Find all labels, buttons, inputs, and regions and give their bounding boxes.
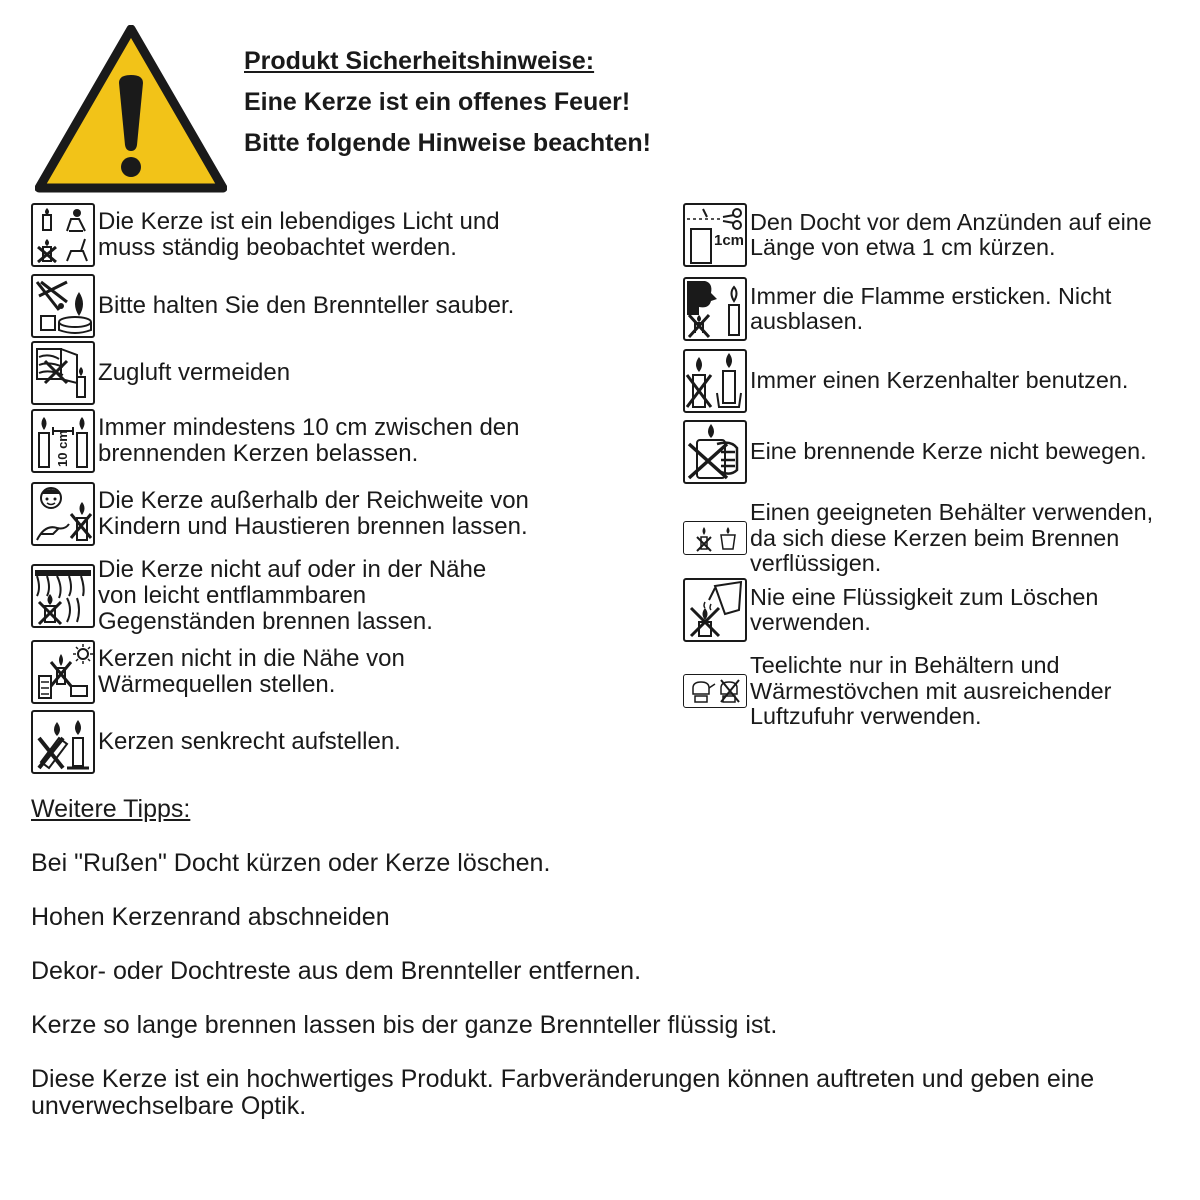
hint-holder [683,349,1128,413]
tealight-warmer-icon [683,674,747,708]
safety-title: Produkt Sicherheitshinweise: [244,47,595,75]
flammable-objects-icon [31,564,95,628]
hint-distance [31,409,520,473]
hint-smother [683,277,1111,341]
hint-text: Kerzen senkrecht aufstellen. [98,728,401,755]
hint-text: Die Kerze außerhalb der Reichweite von Kindern und Haustieren brennen lassen. [98,487,529,540]
clean-plate-icon [31,274,95,338]
upright-candle-icon [31,710,95,774]
hint-text: Immer einen Kerzenhalter benutzen. [750,367,1129,394]
hint-text: Die Kerze nicht auf oder in der Nähe von leicht entflammbaren Gegenständen brennen lassen. [98,556,487,635]
hint-text: Zugluft vermeiden [98,359,291,386]
heat-sources-icon [31,640,95,704]
hint-text: Eine brennende Kerze nicht bewegen. [750,438,1147,465]
tip-item: Diese Kerze ist ein hochwertiges Produkt. Farbveränderungen können auftreten und geben eine unverwechselbare Optik. [31,1065,1095,1120]
hint-text: Die Kerze ist ein lebendiges Licht und muss ständig beobachtet werden. [98,208,500,261]
hint-text: Einen geeigneten Behälter verwenden, da sich diese Kerzen beim Brennen verflüssigen. [750,499,1154,576]
trim-wick-label: 1cm [714,232,745,249]
svg-text:10 cm: 10 cm [55,430,70,467]
candle-supervision-icon [31,203,95,267]
hint-text: Nie eine Flüssigkeit zum Löschen verwenden. [750,583,1099,635]
candle-holder-icon [683,349,747,413]
hint-upright [31,710,401,774]
warning-sign-icon [35,25,227,193]
hint-text: Den Docht vor dem Anzünden auf eine Länge von etwa 1 cm kürzen. [750,208,1152,260]
safety-header [244,44,651,167]
suitable-container-icon [683,521,747,555]
smother-flame-icon [683,277,747,341]
no-liquid-icon [683,578,747,642]
tip-item: Bei "Rußen" Docht kürzen oder Kerze löschen. [31,849,551,877]
hint-text: Teelichte nur in Behältern und Wärmestövchen mit ausreichender Luftzufuhr verwenden. [750,652,1112,729]
hint-text: Bitte halten Sie den Brennteller sauber. [98,292,515,319]
trim-wick-icon [683,203,747,267]
hint-clean-plate [31,274,514,338]
hint-text: Immer die Flamme ersticken. Nicht ausblasen. [750,282,1112,334]
do-not-move-icon [683,420,747,484]
tip-item: Kerze so lange brennen lassen bis der ganze Brennteller flüssig ist. [31,1011,778,1039]
hint-children-pets [31,482,529,546]
safety-line-2: Bitte folgende Hinweise beachten! [244,129,652,157]
hint-text: Kerzen nicht in die Nähe von Wärmequellen stellen. [98,645,405,698]
candle-distance-icon [31,409,95,473]
hint-container [683,500,1153,577]
tips-title: Weitere Tipps: [31,795,191,823]
further-tips [31,796,1181,1147]
children-pets-icon [31,482,95,546]
hint-flammable [31,557,486,635]
safety-line-1: Eine Kerze ist ein offenes Feuer! [244,88,631,116]
no-draught-icon [31,341,95,405]
hint-text: Immer mindestens 10 cm zwischen den brennenden Kerzen belassen. [98,414,520,467]
tip-item: Dekor- oder Dochtreste aus dem Brennteller entfernen. [31,957,642,985]
tip-item: Hohen Kerzenrand abschneiden [31,903,390,931]
hint-do-not-move [683,420,1147,484]
hint-no-liquid [683,578,1098,642]
hint-tealight [683,653,1111,730]
hint-trim-wick [683,203,1152,267]
hint-no-draught [31,341,290,405]
hint-supervision [31,203,500,267]
hint-heat-sources [31,640,405,704]
